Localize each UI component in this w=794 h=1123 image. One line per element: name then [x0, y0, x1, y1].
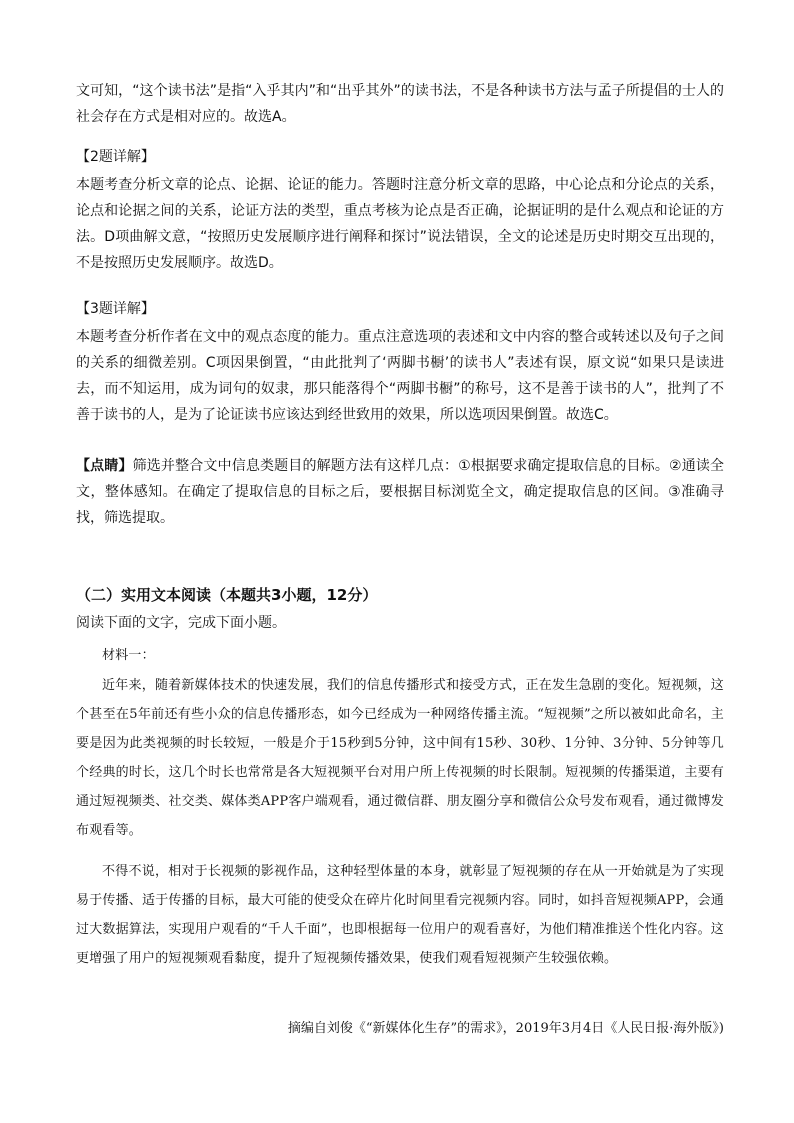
material-source: 摘编自刘俊《“新媒体化生存”的需求》，2019年3月4日《人民日报·海外版》) — [287, 1021, 724, 1036]
tip-label: 【点睛】 — [76, 458, 133, 474]
reading-instruction: 阅读下面的文字，完成下面小题。 — [76, 615, 286, 631]
q3-analysis: 本题考查分析作者在文中的观点态度的能力。重点注意选项的表述和文中内容的整合或转述以及句子之间的关系的细微差别。C项因果倒置，“由此批判了‘两脚书橱’的读书人”表述有误，原文说“如果只是读进去，而不知运用，成为词句的奴隶，那只能落得个“两脚书橱”的称号，这不是善于读书的人”，批判了不善于读书的人，是为了论证读书应该达到经世致用的效果，所以选项因果倒置。故选C。 — [76, 329, 724, 423]
tip-body: 筛选并整合文中信息类题目的解题方法有这样几点：①根据要求确定提取信息的目标。②通读全文，整体感知。在确定了提取信息的目标之后，要根据目标浏览全文，确定提取信息的区间。③准确寻找，筛选提取。 — [76, 458, 725, 526]
material-paragraph-1: 近年来，随着新媒体技术的快速发展，我们的信息传播形式和接受方式，正在发生急剧的变化。短视频，这个甚至在5年前还有些小众的信息传播形态，如今已经成为一种网络传播主流。“短视频”之所以被如此命名，主要是因为此类视频的时长较短，一般是介于15秒到5分钟，这中间有15秒、30秒、1分钟、3分钟、5分钟等几个经典的时长，这几个时长也常常是各大短视频平台对用户所上传视频的时长限制。短视频的传播渠道，主要有通过短视频类、社交类、媒体类APP客户端观看，通过微信群、朋友圈分享和微信公众号发布观看，通过微博发布观看等。 — [76, 678, 724, 838]
material-paragraph-2: 不得不说，相对于长视频的影视作品，这种轻型体量的本身，就彰显了短视频的存在从一开始就是为了实现易于传播、适于传播的目标，最大可能的使受众在碎片化时间里看完视频内容。同时，如抖音短视频APP，会通过大数据算法，实现用户观看的“千人千面”，也即根据每一位用户的观看喜好，为他们精准推送个性化内容。这更增强了用户的短视频观看黏度，提升了短视频传播效果，使我们观看短视频产生较强依赖。 — [76, 864, 724, 966]
q2-analysis: 本题考查分析文章的论点、论据、论证的能力。答题时注意分析文章的思路，中心论点和分论点的关系，论点和论据之间的关系，论证方法的类型，重点考核为论点是否正确，论据证明的是什么观点和论证的方法。D项曲解文意，“按照历史发展顺序进行阐释和探讨”说法错误，全文的论述是历史时期交互出现的，不是按照历史发展顺序。故选D。 — [76, 177, 724, 271]
q2-header: 【2题详解】 — [76, 149, 155, 165]
q3-header: 【3题详解】 — [76, 301, 155, 317]
tip-paragraph — [76, 453, 724, 531]
material-label: 材料一： — [102, 648, 155, 663]
q1-analysis-tail: 文可知，“这个读书法”是指“入乎其内”和“出乎其外”的读书法，不是各种读书方法与孟子所提倡的士人的社会存在方式是相对应的。故选A。 — [76, 83, 724, 125]
section-title: （二）实用文本阅读（本题共3小题，12分） — [76, 586, 378, 604]
